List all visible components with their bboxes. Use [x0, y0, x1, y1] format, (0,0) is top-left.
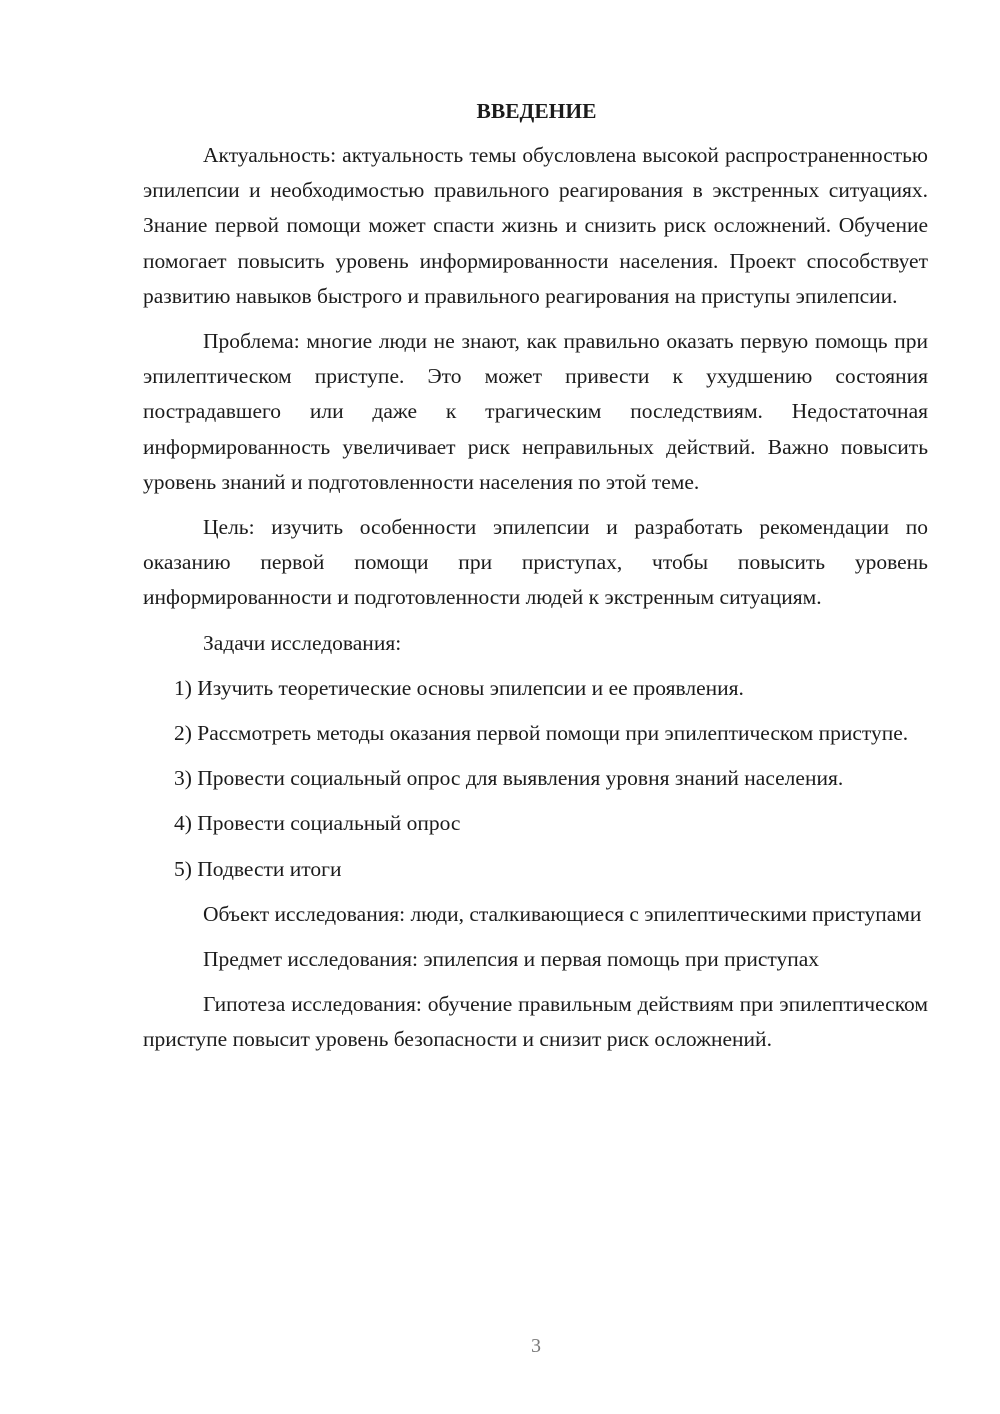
- object-paragraph: Объект исследования: люди, сталкивающиеся с эпилептическими приступами: [203, 901, 922, 926]
- task-item-5: 5) Подвести итоги: [174, 856, 342, 881]
- page-number: 3: [531, 1335, 541, 1357]
- task-item-1: 1) Изучить теоретические основы эпилепсии и ее проявления.: [174, 675, 744, 700]
- subject-paragraph: Предмет исследования: эпилепсия и первая помощь при приступах: [203, 947, 820, 972]
- goal-paragraph: Цель: изучить особенности эпилепсии и разработать рекомендации по оказанию первой помощи при приступах, чтобы повысить уровень информированности и подготовленности людей к экстренным ситуациям.: [143, 515, 928, 610]
- page-title: ВВЕДЕНИЕ: [476, 99, 597, 123]
- problem-paragraph: Проблема: многие люди не знают, как правильно оказать первую помощь при эпилептическом приступе. Это может привести к ухудшению состояния пострадавшего или даже к трагическим последствиям. Недостаточная информированность увеличивает риск неправильных действий. Важно повысить уровень знаний и подготовленности населения по этой теме.: [143, 329, 928, 494]
- hypothesis-paragraph: Гипотеза исследования: обучение правильным действиям при эпилептическом приступе повысит уровень безопасности и снизит риск осложнений.: [143, 992, 928, 1052]
- task-item-2: 2) Рассмотреть методы оказания первой помощи при эпилептическом приступе.: [174, 721, 909, 746]
- task-item-4: 4) Провести социальный опрос: [174, 811, 461, 836]
- page-body: [143, 96, 928, 1068]
- task-item-3: 3) Провести социальный опрос для выявления уровня знаний населения.: [174, 766, 844, 791]
- relevance-paragraph: Актуальность: актуальность темы обусловлена высокой распространенностью эпилепсии и необходимостью правильного реагирования в экстренных ситуациях. Знание первой помощи может спасти жизнь и снизить риск осложнений. Обучение помогает повысить уровень информированности населения. Проект способствует развитию навыков быстрого и правильного реагирования на приступы эпилепсии.: [143, 143, 928, 308]
- tasks-heading: Задачи исследования:: [203, 630, 402, 655]
